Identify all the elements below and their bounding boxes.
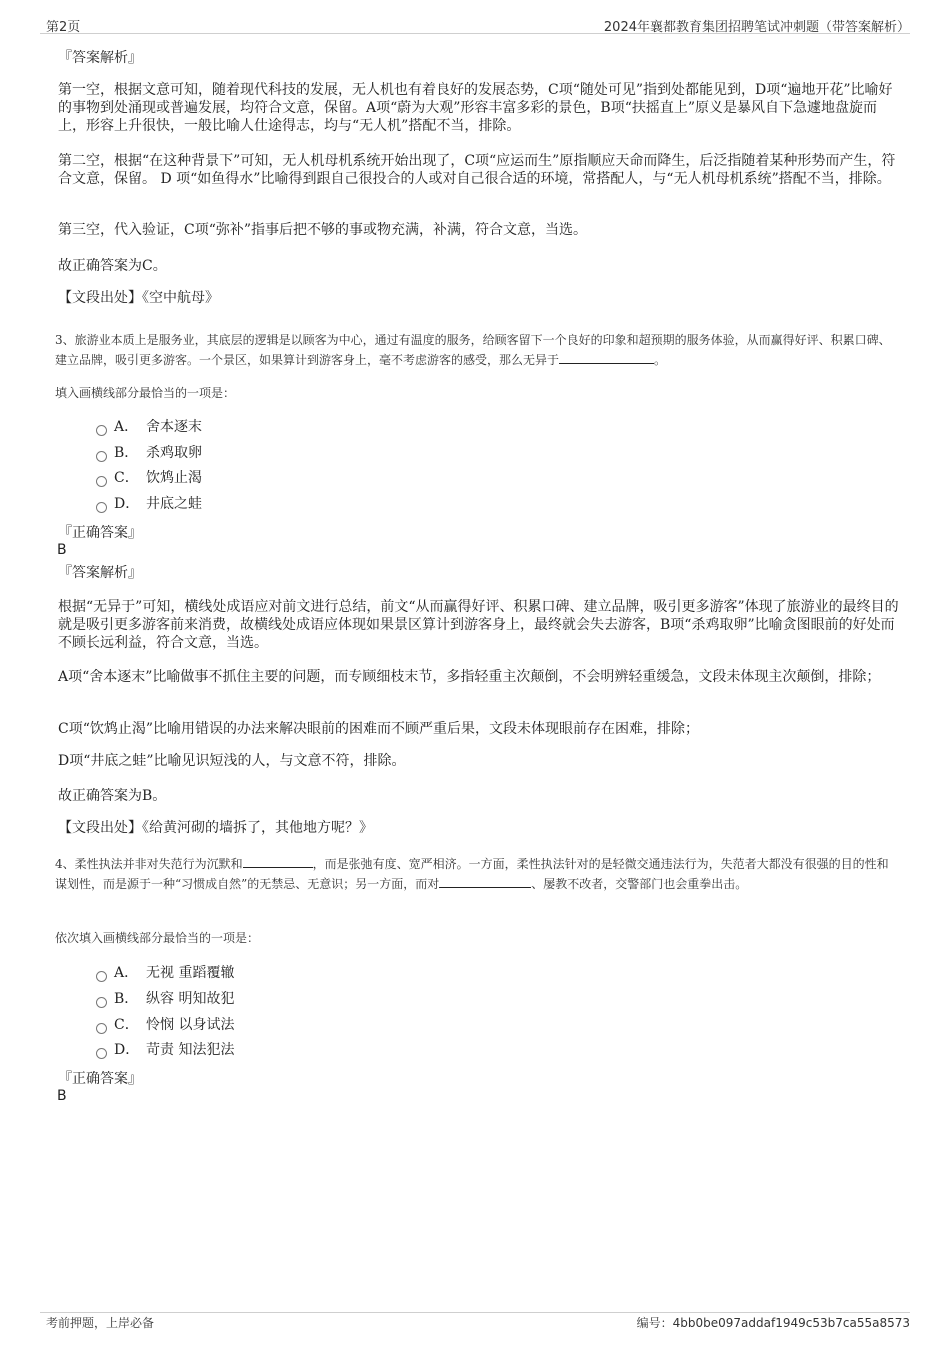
option-text: 怜悯 以身试法	[146, 1017, 235, 1033]
q2-analysis-paragraph-3: 第三空，代入验证，C项“弥补”指事后把不够的事或物充满，补满，符合文意，当选。	[58, 222, 588, 238]
q2-conclusion: 故正确答案为C。	[58, 258, 167, 274]
q3-stem-end: 。	[654, 353, 667, 367]
q4-answer: B	[57, 1088, 67, 1104]
radio-icon[interactable]	[96, 1048, 107, 1059]
code-label: 编号：	[636, 1316, 673, 1330]
option-text: 苛责 知法犯法	[146, 1042, 235, 1058]
code-value: 4bb0be097addaf1949c53b7ca55a8573	[672, 1316, 910, 1330]
option-letter: C．	[114, 470, 139, 486]
q3-option-d[interactable]	[96, 493, 202, 515]
option-text: 杀鸡取卵	[146, 445, 202, 461]
q3-analysis-label: 『答案解析』	[58, 565, 142, 581]
q3-prompt: 填入画横线部分最恰当的一项是：	[55, 386, 236, 400]
q3-analysis-paragraph-4: D项“井底之蛙”比喻见识短浅的人，与文意不符，排除。	[58, 753, 406, 769]
q3-analysis-paragraph-3: C项“饮鸩止渴”比喻用错误的办法来解决眼前的困难而不顾严重后果，文段未体现眼前存在困难，排除；	[58, 721, 700, 737]
footer-slogan: 考前押题，上岸必备	[46, 1316, 155, 1330]
option-letter: D．	[114, 1042, 140, 1058]
page-header	[40, 14, 910, 35]
radio-icon[interactable]	[96, 971, 107, 982]
option-letter: D．	[114, 496, 140, 512]
header-divider	[40, 33, 910, 34]
option-text: 舍本逐末	[146, 419, 202, 435]
q3-analysis-paragraph-1: 根据“无异于”可知，横线处成语应对前文进行总结，前文“从而赢得好评、积累口碑、建立品牌，吸引更多游客”体现了旅游业的最终目的就是吸引更多游客前来消费，故横线处成语应体现如果景区算计到游客身上，最终就会失去游客，B项“杀鸡取卵”比喻贪图眼前的好处而不顾长远利益，符合文意，当选。	[58, 599, 899, 651]
q3-answer: B	[57, 542, 67, 558]
q3-analysis-paragraph-2: A项“舍本逐末”比喻做事不抓住主要的问题，而专顾细枝末节，多指轻重主次颠倒，不会明辨轻重缓急，文段未体现主次颠倒，排除；	[58, 669, 881, 685]
q2-analysis-paragraph-1: 第一空，根据文意可知，随着现代科技的发展，无人机也有着良好的发展态势，C项“随处可见”指到处都能见到，D项“遍地开花”比喻好的事物到处涌现或普遍发展，均符合文意，保留。A项“蔚为大观”形容丰富多彩的景色，B项“扶摇直上”原义是暴风自下急遽地盘旋而上，形容上升很快，一般比喻人仕途得志，均与“无人机”搭配不当，排除。	[58, 82, 893, 134]
q2-source: 【文段出处】《空中航母》	[58, 290, 219, 306]
q4-answer-label: 『正确答案』	[58, 1071, 142, 1087]
q4-blank-1	[243, 854, 313, 868]
q3-answer-label: 『正确答案』	[58, 525, 142, 541]
option-letter: A．	[114, 419, 139, 435]
q4-option-c[interactable]	[96, 1014, 234, 1036]
option-text: 无视 重蹈覆辙	[146, 965, 235, 981]
page-footer	[40, 1314, 910, 1332]
q4-option-d[interactable]	[96, 1039, 234, 1061]
q4-option-b[interactable]	[96, 988, 234, 1010]
q3-blank	[559, 350, 654, 364]
radio-icon[interactable]	[96, 997, 107, 1008]
q4-prompt: 依次填入画横线部分最恰当的一项是：	[55, 931, 260, 945]
q2-analysis-label: 『答案解析』	[58, 50, 142, 66]
document-title: 2024年襄都教育集团招聘笔试冲刺题（带答案解析）	[603, 20, 910, 35]
q3-option-a[interactable]	[96, 416, 202, 438]
q4-stem-text-1: 4、柔性执法并非对失范行为沉默和	[55, 857, 243, 871]
radio-icon[interactable]	[96, 425, 107, 436]
q3-option-b[interactable]	[96, 442, 202, 464]
option-text: 井底之蛙	[146, 496, 202, 512]
radio-icon[interactable]	[96, 502, 107, 513]
q4-stem-text-2: ，而是张弛有度、宽严相济。一方面，柔性执法针对的是轻微交通违法行为，失范者大都没有很强的目的性和谋划性，而是源于一种“习惯成自然”的无禁忌、无意识；另一方面，而对	[55, 857, 889, 891]
option-letter: A．	[114, 965, 139, 981]
option-letter: B．	[114, 991, 139, 1007]
option-letter: C．	[114, 1017, 139, 1033]
radio-icon[interactable]	[96, 476, 107, 487]
q3-stem-text: 3、旅游业本质上是服务业，其底层的逻辑是以顾客为中心，通过有温度的服务，给顾客留下一个良好的印象和超预期的服务体验，从而赢得好评、积累口碑、建立品牌，吸引更多游客。一个景区，如果算计到游客身上，毫不考虑游客的感受，那么无异于	[55, 333, 891, 367]
radio-icon[interactable]	[96, 451, 107, 462]
q4-stem-text-3: 、屡教不改者，交警部门也会重拳出击。	[531, 877, 748, 891]
q2-analysis-paragraph-2: 第二空，根据“在这种背景下”可知，无人机母机系统开始出现了，C项“应运而生”原指顺应天命而降生，后泛指随着某种形势而产生，符合文意，保留。 D 项“如鱼得水”比喻得到跟自己很投合的人或对自己很合适的环境，常搭配人，与“无人机母机系统”搭配不当，排除。	[58, 153, 896, 187]
option-letter: B．	[114, 445, 139, 461]
option-text: 饮鸩止渴	[146, 470, 202, 486]
document-code	[637, 1314, 910, 1331]
q3-stem	[55, 330, 900, 370]
footer-divider	[40, 1312, 910, 1313]
radio-icon[interactable]	[96, 1023, 107, 1034]
page-number: 第2页	[46, 20, 81, 35]
q3-option-c[interactable]	[96, 467, 202, 489]
option-text: 纵容 明知故犯	[146, 991, 235, 1007]
q4-stem	[55, 854, 900, 894]
q4-option-a[interactable]	[96, 962, 234, 984]
q4-blank-2	[439, 874, 531, 888]
q3-source: 【文段出处】《给黄河砌的墙拆了，其他地方呢？》	[58, 820, 373, 836]
q3-conclusion: 故正确答案为B。	[58, 788, 167, 804]
